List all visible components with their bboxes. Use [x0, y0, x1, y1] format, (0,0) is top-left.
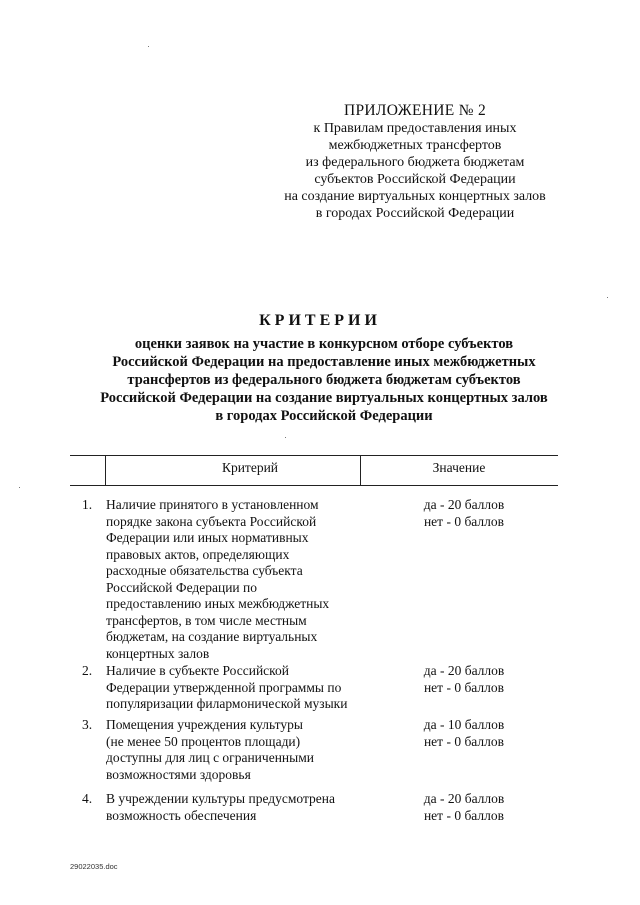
criterion-value [404, 791, 524, 824]
scan-speck [19, 487, 20, 488]
value-yes: да - 20 баллов [423, 663, 505, 678]
criteria-table [70, 455, 558, 823]
criterion-line: популяризации филармонической музыки [106, 696, 348, 711]
criterion-line: предоставлению иных межбюджетных [106, 596, 330, 611]
table-header [70, 455, 558, 486]
criterion-text [106, 497, 366, 662]
criterion-line: Федерации утвержденной программы по [106, 679, 342, 695]
criterion-text [106, 791, 366, 824]
criterion-line: бюджетам, на создание виртуальных [106, 629, 318, 644]
document-subtitle [64, 335, 584, 425]
criterion-line: правовых актов, определяющих [106, 546, 290, 562]
row-number: 4. [82, 791, 93, 806]
value-yes: да - 20 баллов [423, 791, 505, 806]
criterion-line: Наличие в субъекте Российской [106, 663, 290, 678]
scan-speck [148, 46, 149, 47]
annex-line: на создание виртуальных концертных залов [284, 189, 546, 204]
annex-line: межбюджетных трансфертов [328, 138, 502, 153]
criterion-line: В учреждении культуры предусмотрена [106, 791, 336, 806]
header-value: Значение [432, 460, 486, 475]
criterion-value [404, 497, 524, 530]
criterion-line: порядке закона субъекта Российской [106, 513, 317, 529]
subtitle-line: трансфертов из федерального бюджета бюджетам субъектов [127, 372, 521, 388]
header-criterion: Критерий [221, 460, 279, 475]
criterion-line: концертных залов [106, 645, 210, 661]
criterion-value [404, 717, 524, 750]
criterion-line: Федерации или иных нормативных [106, 530, 309, 545]
value-yes: да - 20 баллов [423, 497, 505, 512]
annex-line: из федерального бюджета бюджетам [305, 155, 525, 170]
row-number: 1. [82, 497, 93, 512]
criterion-line: расходные обязательства субъекта [106, 563, 303, 578]
criterion-text [106, 717, 366, 783]
value-no: нет - 0 баллов [423, 733, 505, 749]
criterion-line: возможностями здоровья [106, 766, 251, 782]
annex-line: в городах Российской Федерации [315, 206, 515, 221]
criterion-line: Наличие принятого в установленном [106, 497, 319, 512]
criterion-line: трансфертов, в том числе местным [106, 612, 307, 628]
value-no: нет - 0 баллов [423, 807, 505, 823]
scan-speck [285, 437, 286, 438]
value-no: нет - 0 баллов [423, 513, 505, 529]
subtitle-line: оценки заявок на участие в конкурсном отборе субъектов [134, 336, 514, 352]
subtitle-line: Российской Федерации на создание виртуальных концертных залов [100, 390, 548, 406]
annex-title: ПРИЛОЖЕНИЕ № 2 [343, 102, 487, 119]
subtitle-line: Российской Федерации на предоставление иных межбюджетных [112, 354, 536, 370]
document-title: КРИТЕРИИ [259, 312, 381, 329]
value-yes: да - 10 баллов [423, 717, 505, 732]
row-number: 3. [82, 717, 93, 732]
criterion-line: (не менее 50 процентов площади) [106, 733, 301, 749]
criterion-text [106, 663, 366, 713]
document-code: 29022035.doc [70, 862, 118, 871]
criterion-value [404, 663, 524, 696]
annex-block [250, 102, 580, 222]
criterion-line: Помещения учреждения культуры [106, 717, 303, 732]
criterion-line: доступны для лиц с ограниченными [106, 750, 314, 765]
criterion-line: возможность обеспечения [106, 807, 257, 823]
row-number: 2. [82, 663, 93, 678]
scan-speck [607, 297, 608, 298]
criterion-line: Российской Федерации по [106, 579, 258, 595]
value-no: нет - 0 баллов [423, 679, 505, 695]
annex-line: субъектов Российской Федерации [314, 172, 516, 187]
annex-line: к Правилам предоставления иных [313, 121, 517, 136]
subtitle-line: в городах Российской Федерации [215, 408, 433, 424]
